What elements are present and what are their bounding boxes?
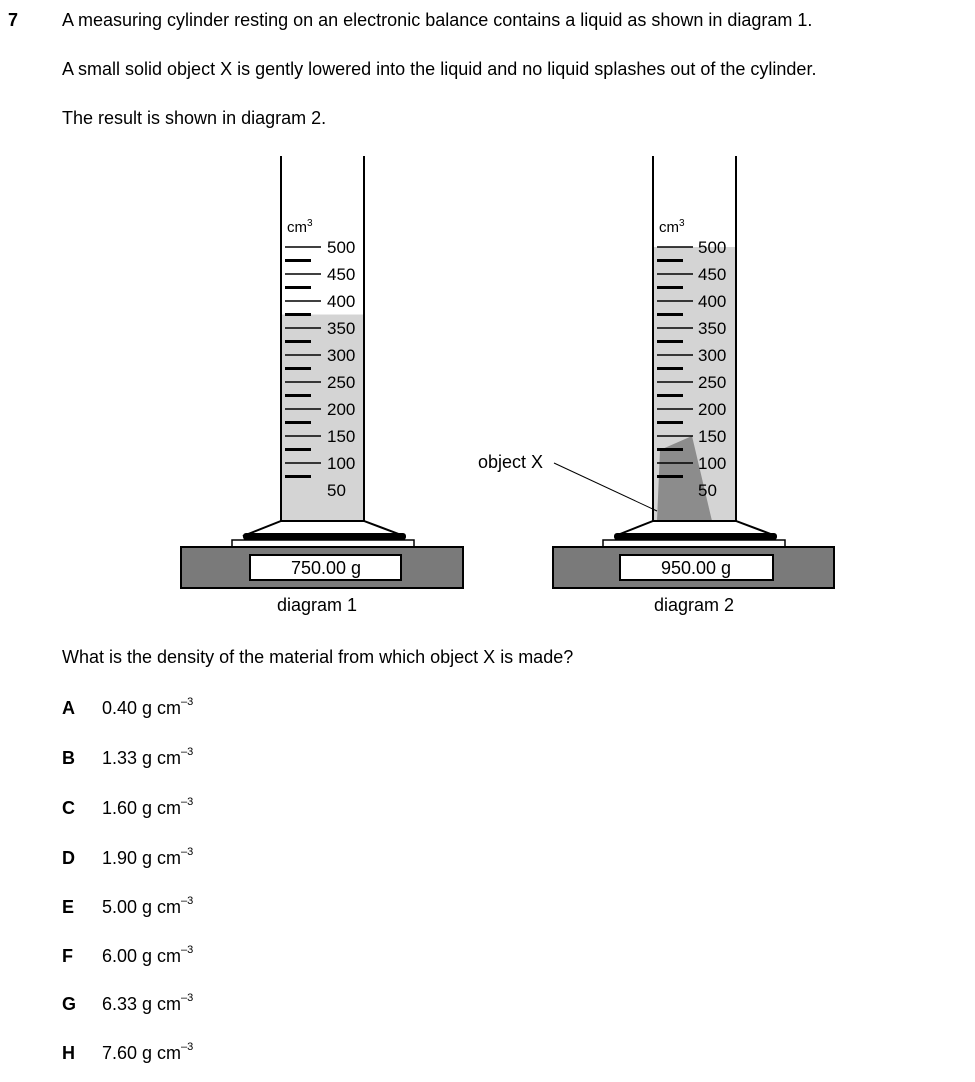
option-b[interactable] [62,748,193,769]
scale-label: 500 [327,238,356,257]
scale-label: 150 [698,427,727,446]
cylinder-2-unit: $cm^3$ [659,218,685,236]
scale-label: 100 [698,454,727,473]
option-exponent: –3 [181,846,194,858]
option-f[interactable] [62,946,193,967]
option-exponent: –3 [181,944,194,956]
option-letter: A [62,698,75,718]
scale-label: 250 [327,373,356,392]
balance-2-pan [603,540,785,547]
scale-label: 150 [327,427,356,446]
option-exponent: –3 [181,895,194,907]
scale-label: 500 [698,238,727,257]
option-letter: H [62,1043,75,1063]
diagram-2 [478,156,834,615]
object-x-label: object X [478,452,544,472]
scale-label: 450 [698,265,727,284]
diagram-1-caption: diagram 1 [276,595,358,615]
option-e[interactable] [62,897,193,918]
scale-label: 350 [327,319,356,338]
scale-label: 250 [698,373,727,392]
option-letter: B [62,748,75,768]
option-value: 5.00 g cm [102,897,182,917]
option-a[interactable] [62,698,193,719]
scale-label: 200 [698,400,727,419]
option-letter: F [62,946,73,966]
scale-label: 400 [327,292,356,311]
option-exponent: –3 [181,992,194,1004]
option-g[interactable] [62,994,193,1015]
option-letter: D [62,848,75,868]
option-exponent: –3 [181,1041,194,1053]
cylinder-1-unit: $cm^3$ [287,218,313,236]
scale-label: 400 [698,292,727,311]
option-value: 7.60 g cm [102,1043,182,1063]
option-value: 1.60 g cm [102,798,182,818]
stem-line-3: The result is shown in diagram 2. [62,108,327,128]
scale-label: 300 [698,346,727,365]
stem-line-1: A measuring cylinder resting on an electronic balance contains a liquid as shown in diagram 1. [62,10,813,30]
cylinder-1-foot [243,533,406,540]
balance-2-reading: 950.00 g [660,558,732,578]
diagram-1 [181,156,463,615]
scale-label: 200 [327,400,356,419]
option-c[interactable] [62,798,193,819]
option-value: 1.90 g cm [102,848,182,868]
option-value: 6.00 g cm [102,946,182,966]
option-value: 0.40 g cm [102,698,182,718]
option-letter: G [62,994,77,1014]
option-value: 6.33 g cm [102,994,182,1014]
object-x-pointer [554,463,657,511]
cylinder-2-foot [614,533,777,540]
scale-label: 100 [327,454,356,473]
scale-label: 450 [327,265,356,284]
stem-line-2: A small solid object X is gently lowered into the liquid and no liquid splashes out of the cylinder. [62,59,817,79]
scale-label: 300 [327,346,356,365]
option-letter: E [62,897,75,917]
diagram-2-caption: diagram 2 [653,595,735,615]
scale-label: 50 [327,481,346,500]
question-text: What is the density of the material from which object X is made? [62,647,574,667]
question-number: 7 [8,10,19,30]
option-exponent: –3 [181,746,194,758]
option-exponent: –3 [181,696,194,708]
scale-label: 50 [698,481,717,500]
option-h[interactable] [62,1043,193,1064]
option-exponent: –3 [181,796,194,808]
balance-1-pan [232,540,414,547]
option-d[interactable] [62,848,193,869]
balance-1-reading: 750.00 g [290,558,362,578]
option-letter: C [62,798,75,818]
scale-label: 350 [698,319,727,338]
option-value: 1.33 g cm [102,748,182,768]
